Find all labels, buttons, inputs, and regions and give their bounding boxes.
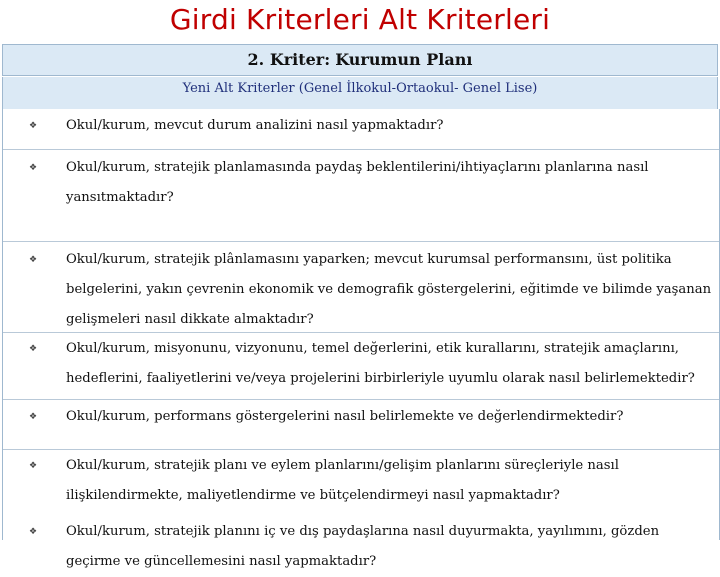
diamond-bullet-icon: ❖ bbox=[28, 527, 38, 537]
list-item-text: Okul/kurum, mevcut durum analizini nasıl yapmaktadır? bbox=[66, 118, 444, 133]
list-item-text: Okul/kurum, stratejik planlamasında paydaş beklentilerini/ihtiyaçlarını planlarına nasıl yansıtmaktadır? bbox=[66, 160, 649, 205]
list-item-text: Okul/kurum, stratejik plânlamasını yaparken; mevcut kurumsal performansını, üst politika belgelerini, yakın çevrenin ekonomik ve demografik göstergelerini, eğitimde ve bilimde yaşanan gelişmeleri nasıl dikkate almaktadır? bbox=[66, 252, 712, 327]
criterion-name: Kurumun Planı bbox=[335, 50, 473, 69]
subcriteria-list bbox=[2, 109, 720, 569]
row-divider bbox=[3, 332, 719, 333]
row-divider bbox=[3, 449, 719, 450]
diamond-bullet-icon: ❖ bbox=[28, 255, 38, 265]
list-item-text: Okul/kurum, stratejik planını iç ve dış paydaşlarına nasıl duyurmakta, yayılımını, gözden geçirme ve güncellemesini nasıl yapmaktadır? bbox=[66, 524, 660, 569]
row-divider bbox=[3, 149, 719, 150]
diamond-bullet-icon: ❖ bbox=[28, 412, 38, 422]
diamond-bullet-icon: ❖ bbox=[28, 344, 38, 354]
diamond-bullet-icon: ❖ bbox=[28, 461, 38, 471]
row-divider bbox=[3, 241, 719, 242]
list-item-text: Okul/kurum, stratejik planı ve eylem planlarını/gelişim planlarını süreçleriyle nasıl ilişkilendirmekte, maliyetlendirme ve bütçelendirmeyi nasıl yapmaktadır? bbox=[66, 458, 619, 503]
subcriteria-header: Yeni Alt Kriterler (Genel İlkokul-Ortaokul- Genel Lise) bbox=[2, 77, 718, 110]
slide-title: Girdi Kriterleri Alt Kriterleri bbox=[169, 3, 551, 36]
list-item-text: Okul/kurum, performans göstergelerini nasıl belirlemekte ve değerlendirmektedir? bbox=[66, 409, 624, 424]
list-item-text: Okul/kurum, misyonunu, vizyonunu, temel değerlerini, etik kurallarını, stratejik amaçlarını, hedeflerini, faaliyetlerini ve/veya projelerini birbirleriyle uyumlu olarak nasıl belirlemektedir? bbox=[66, 341, 695, 386]
row-divider bbox=[3, 399, 719, 400]
diamond-bullet-icon: ❖ bbox=[28, 121, 38, 131]
diamond-bullet-icon: ❖ bbox=[28, 163, 38, 173]
criteria-table bbox=[2, 44, 718, 569]
criterion-header bbox=[2, 44, 718, 76]
criterion-prefix: 2. Kriter: bbox=[247, 50, 331, 69]
